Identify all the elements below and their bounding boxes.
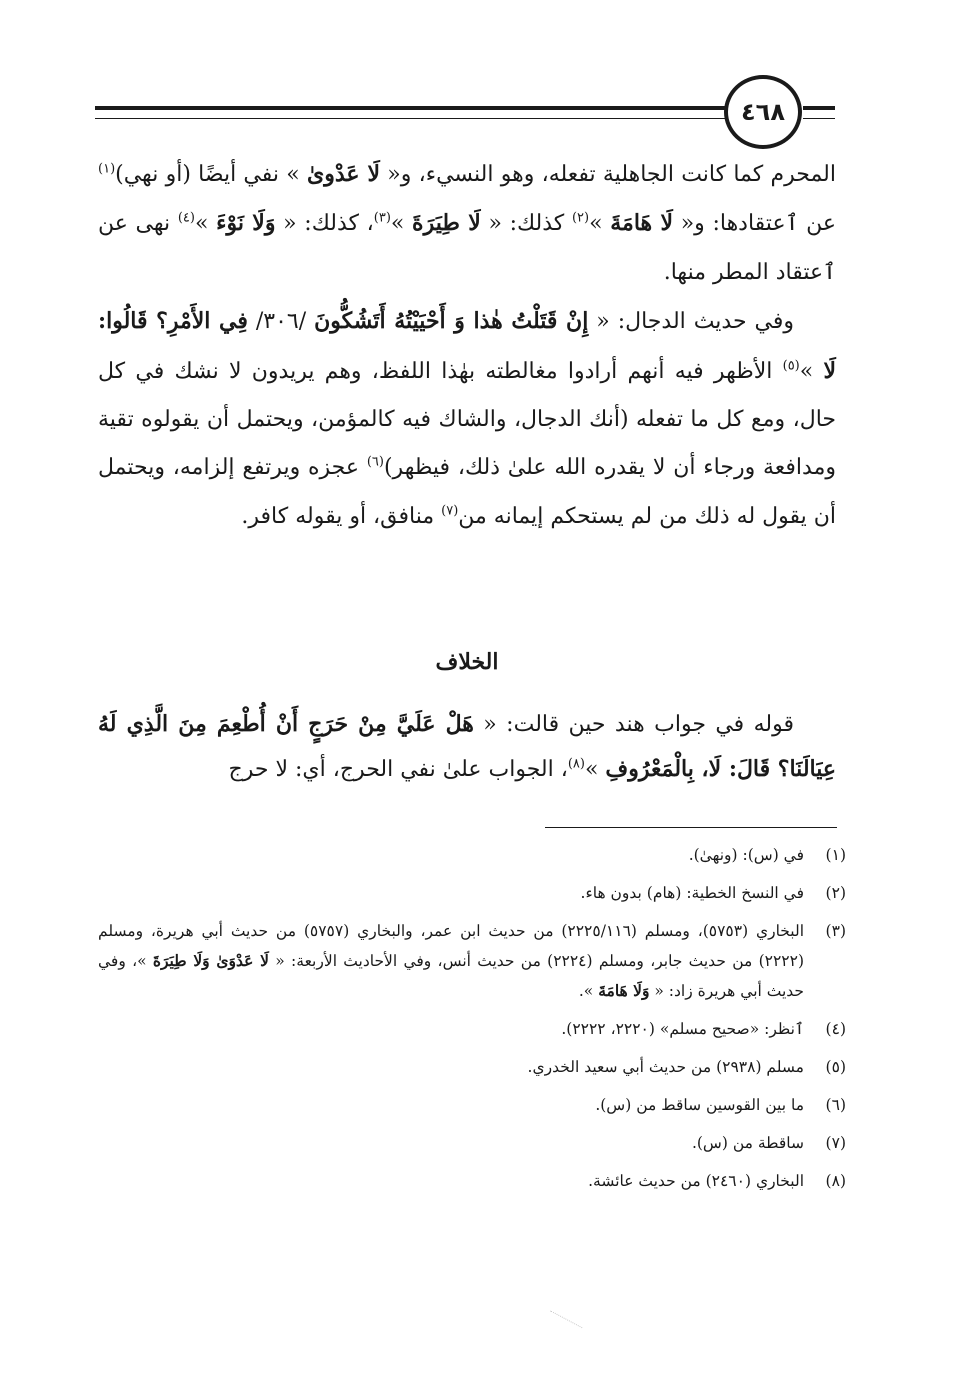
- footnote-item: [98, 1090, 846, 1120]
- footnote-text: ما بين القوسين ساقط من (س).: [595, 1096, 804, 1114]
- footnote-item: [98, 1052, 846, 1082]
- paragraph-1: [98, 150, 836, 297]
- text-run: ، الجواب علىٰ نفي الحرج، أي: لا حرج: [228, 757, 568, 782]
- footnote-number: (٦): [825, 1096, 846, 1114]
- footnote-ref-5[interactable]: (٥): [782, 358, 800, 374]
- hadith-quote: وَلَا هَامَةَ: [598, 981, 650, 1000]
- text-run: »: [390, 211, 413, 237]
- footnote-ref-6[interactable]: (٦): [366, 455, 384, 471]
- text-run: منافق، أو يقوله كافر.: [241, 503, 442, 529]
- text-run: ».: [578, 982, 599, 1000]
- footnote-item: [98, 878, 846, 908]
- footnote-item: [98, 1014, 846, 1044]
- paragraph-3: [98, 702, 836, 792]
- hadith-quote: لَا هَامَةَ: [610, 210, 674, 237]
- main-text-continued: [98, 702, 836, 792]
- text-run: كذلك: «: [480, 211, 572, 237]
- hadith-quote: إِنْ قَتَلْتُ هٰذا وَ أَحْيَيْتُهُ أَتَشُكُّونَ: [314, 308, 589, 335]
- text-run: المحرم كما كانت الجاهلية تفعله، وهو النسيء، و«: [380, 162, 836, 187]
- footnote-text: ساقطة من (س).: [691, 1134, 804, 1152]
- footnote-ref-3[interactable]: (٣): [373, 211, 391, 227]
- footnote-number: (١): [825, 846, 846, 864]
- footnote-number: (٤): [825, 1020, 846, 1038]
- footnote-number: (٢): [825, 884, 846, 902]
- hadith-quote: لَا عَدْوىٰ: [307, 161, 381, 187]
- text-run: وفي حديث الدجال: «: [588, 309, 795, 335]
- paragraph-2: [98, 297, 836, 541]
- text-run: عجزه ويرتفع إلزامه، ويحتمل أن يقول له ذلك من لم يستحكم إيمانه من: [98, 455, 836, 529]
- footnote-text: [98, 916, 804, 1006]
- footnote-number: (٨): [825, 1172, 846, 1190]
- header-rule-right: [803, 106, 835, 119]
- text-run: »: [799, 358, 824, 384]
- page-number-badge: [724, 75, 802, 149]
- footnote-item: [98, 840, 846, 870]
- text-run: »: [584, 757, 606, 782]
- text-run: البخاري (٥٧٥٣)، ومسلم (٢٢٢٥/١١٦) من حديث ابن عمر، والبخاري (٥٧٥٧) من حديث أبي هريرة، ومسلم (٢٢٢٢) من حديث جابر، ومسلم (٢٢٢٤) من حديث أنس، وفي الأحاديث الأربعة: «: [98, 922, 804, 970]
- footnote-ref-2[interactable]: (٢): [571, 211, 590, 227]
- hadith-quote: فِي الأَمْرِ؟ قَالُوا: لَا: [98, 308, 836, 384]
- hadith-quote: هَلْ عَلَيَّ مِنْ حَرَجٍ أَنْ أُطْعِمَ مِنَ الَّذِي لَهُ عِيَالَنَا؟ قَالَ: لَا، بِالْمَعْرُوفِ: [98, 711, 836, 782]
- text-run: » نفي أيضًا (أو نهي): [115, 162, 308, 187]
- footnote-text: في النسخ الخطية: (هام) بدون هاء.: [580, 884, 804, 902]
- header-rule: [95, 106, 725, 119]
- footnote-ref-1[interactable]: (١): [98, 161, 116, 177]
- text-run: عن ٱعتقادها: و«: [673, 211, 837, 237]
- footnote-text: ٱنظر: «صحيح مسلم» (٢٢٢٠، ٢٢٢٢).: [561, 1020, 804, 1038]
- footnote-number: (٧): [825, 1134, 846, 1152]
- hadith-quote: لَا عَدْوَىٰ وَلَا طِيَرَةَ: [152, 951, 269, 970]
- main-text: [98, 150, 836, 541]
- hadith-quote: لَا طِيَرَةَ: [412, 210, 481, 237]
- page-number: ٤٦٨: [741, 98, 785, 126]
- manuscript-page-marker: /٣٠٦/: [247, 309, 315, 335]
- footnote-ref-7[interactable]: (٧): [441, 503, 459, 519]
- footnote-item: [98, 1166, 846, 1196]
- text-run: نهى عن ٱعتقاد المطر منها.: [98, 211, 836, 285]
- scan-smudge: [544, 1310, 583, 1340]
- footnote-ref-8[interactable]: (٨): [567, 756, 585, 772]
- text-run: »: [589, 211, 611, 237]
- footnote-text: البخاري (٢٤٦٠) من حديث عائشة.: [588, 1172, 804, 1190]
- footnote-item: [98, 1128, 846, 1158]
- footnote-separator: [545, 827, 837, 828]
- footnote-ref-4[interactable]: (٤): [177, 211, 195, 227]
- text-run: »، وفي حديث أبي هريرة زاد: «: [98, 952, 804, 1000]
- footnote-text: مسلم (٢٩٣٨) من حديث أبي سعيد الخدري.: [527, 1058, 804, 1076]
- footnote-number: (٣): [825, 922, 846, 940]
- text-run: ، كذلك: «: [275, 211, 374, 237]
- text-run: »: [194, 211, 217, 237]
- text-run: الأظهر فيه أنهم أرادوا مغالطته بهٰذا اللفظ، وهم يريدون لا نشك في كل حال، ومع كل ما تفعله (أنك الدجال، والشاك فيه كالمؤمن، ويحتمل أن يقولوه تقية ومدافعة ورجاء أن لا يقدره الله علىٰ ذلك، فيظهر): [98, 358, 836, 481]
- text-run: قوله في جواب هند حين قالت: «: [473, 712, 794, 737]
- hadith-quote: وَلَا نَوْءَ: [216, 210, 276, 237]
- footnotes: [98, 840, 846, 1204]
- section-heading: الخلاف: [435, 649, 499, 675]
- footnote-number: (٥): [825, 1058, 846, 1076]
- footnote-text: في (س): (ونهىٰ).: [688, 846, 804, 864]
- footnote-item: [98, 916, 846, 1006]
